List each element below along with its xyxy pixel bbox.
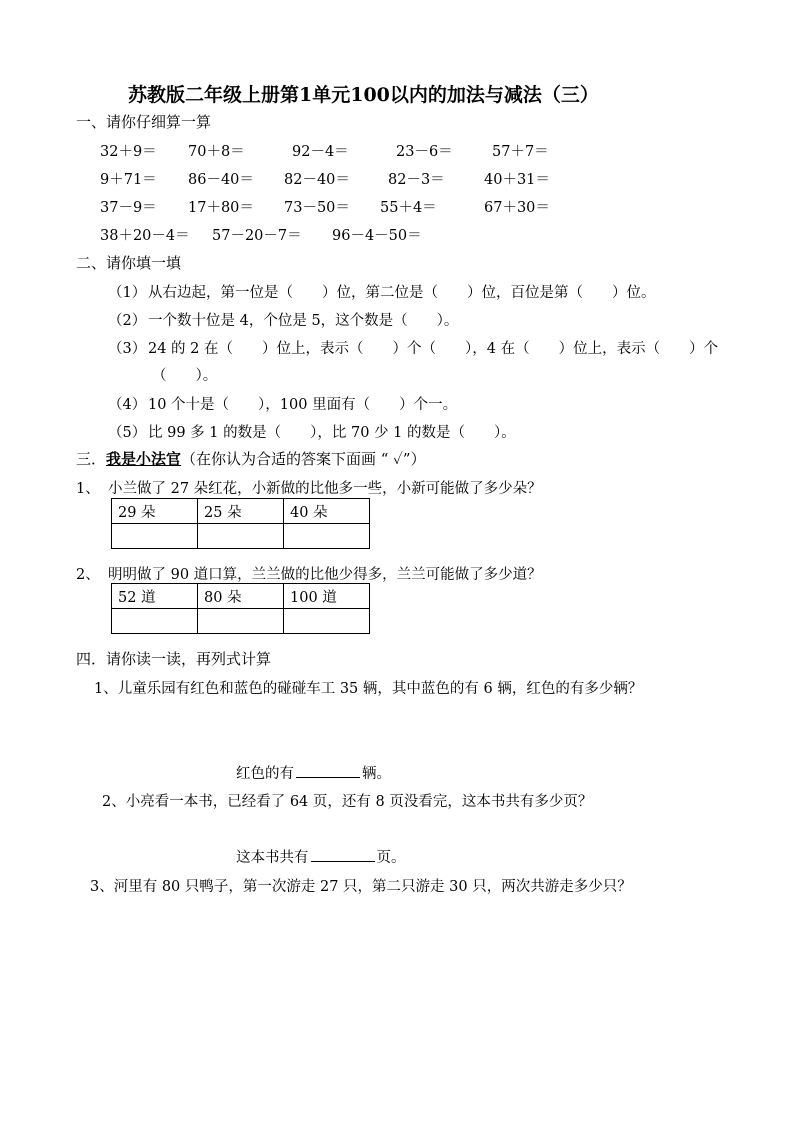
answer-line <box>236 762 391 783</box>
check-cell[interactable] <box>284 524 370 549</box>
answer-blank[interactable] <box>311 847 375 862</box>
section3-heading <box>76 448 426 469</box>
answer-table <box>111 583 370 634</box>
fill-item-text: 10 个十是（ ），100 里面有（ ）个一。 <box>148 397 458 413</box>
judge-question-number: 1、 <box>76 481 100 497</box>
judge-question-text: 小兰做了 27 朵红花，小新做的比他多一些，小新可能做了多少朵？ <box>108 481 542 497</box>
fill-item-number: （4） <box>108 397 147 413</box>
judge-question-number: 2、 <box>76 567 100 583</box>
check-cell[interactable] <box>198 609 284 634</box>
calc-item: 70＋8＝ <box>188 144 245 160</box>
calc-item: 57－20－7＝ <box>212 228 302 244</box>
section2-heading: 二、请你填一填 <box>76 254 182 272</box>
page-title: 苏教版二年级上册第1单元100以内的加法与减法（三） <box>128 84 599 106</box>
calc-item: 67＋30＝ <box>484 200 550 216</box>
calc-item: 38＋20－4＝ <box>100 228 190 244</box>
answer-option: 80 朵 <box>198 584 284 609</box>
fill-item-text: 从右边起，第一位是（ ）位，第二位是（ ）位，百位是第（ ）位。 <box>148 285 656 301</box>
calc-item: 92－4＝ <box>292 144 349 160</box>
fill-item-number: （5） <box>108 425 147 441</box>
section3-heading-suffix: （在你认为合适的答案下面画 “ ✓”） <box>181 450 426 468</box>
calc-item: 82－3＝ <box>388 172 445 188</box>
answer-option: 52 道 <box>112 584 198 609</box>
calc-item: 57＋7＝ <box>492 144 549 160</box>
fill-item-text: 24 的 2 在（ ）位上，表示（ ）个（ ），4 在（ ）位上，表示（ ）个 <box>148 341 719 357</box>
answer-option: 40 朵 <box>284 499 370 524</box>
answer-prefix: 红色的有 <box>236 766 294 782</box>
judge-question-text: 明明做了 90 道口算，兰兰做的比他少得多，兰兰可能做了多少道？ <box>108 567 542 583</box>
answer-table <box>111 498 370 549</box>
calc-item: 40＋31＝ <box>484 172 550 188</box>
section3-heading-prefix: 三． <box>76 450 107 468</box>
answer-prefix: 这本书共有 <box>236 850 309 866</box>
fill-item-text: 比 99 多 1 的数是（ ），比 70 少 1 的数是（ ）。 <box>148 425 516 441</box>
calc-item: 17＋80＝ <box>188 200 254 216</box>
section1-heading: 一、请你仔细算一算 <box>76 113 212 131</box>
word-problem: 2、小亮看一本书，已经看了 64 页，还有 8 页没看完，这本书共有多少页？ <box>102 794 593 810</box>
calc-item: 96－4－50＝ <box>332 228 422 244</box>
fill-item-number: （3） <box>108 341 147 357</box>
calc-item: 73－50＝ <box>284 200 350 216</box>
calc-item: 9＋71＝ <box>100 172 157 188</box>
check-cell[interactable] <box>198 524 284 549</box>
answer-suffix: 辆。 <box>362 766 391 782</box>
fill-item-continuation: （ ）。 <box>152 368 218 384</box>
answer-option: 25 朵 <box>198 499 284 524</box>
calc-item: 37－9＝ <box>100 200 157 216</box>
answer-blank[interactable] <box>296 763 360 778</box>
word-problem: 3、河里有 80 只鸭子，第一次游走 27 只，第二只游走 30 只，两次共游走多少只？ <box>90 879 632 895</box>
answer-suffix: 页。 <box>376 850 406 866</box>
answer-option: 29 朵 <box>112 499 198 524</box>
calc-item: 82－40＝ <box>284 172 350 188</box>
calc-item: 32＋9＝ <box>100 144 157 160</box>
answer-option: 100 道 <box>284 584 370 609</box>
fill-item-number: （1） <box>108 285 147 301</box>
check-cell[interactable] <box>112 524 198 549</box>
check-cell[interactable] <box>112 609 198 634</box>
fill-item-number: （2） <box>108 313 147 329</box>
calc-item: 86－40＝ <box>188 172 254 188</box>
section3-heading-title: 我是小法官 <box>106 450 182 468</box>
check-cell[interactable] <box>284 609 370 634</box>
fill-item-text: 一个数十位是 4，个位是 5，这个数是（ ）。 <box>148 313 459 329</box>
answer-line <box>236 846 406 867</box>
word-problem: 1、儿童乐园有红色和蓝色的碰碰车工 35 辆，其中蓝色的有 6 辆，红色的有多少辆？ <box>94 681 643 697</box>
calc-item: 23－6＝ <box>396 144 453 160</box>
calc-item: 55＋4＝ <box>380 200 437 216</box>
section4-heading: 四．请你读一读，再列式计算 <box>76 650 272 668</box>
